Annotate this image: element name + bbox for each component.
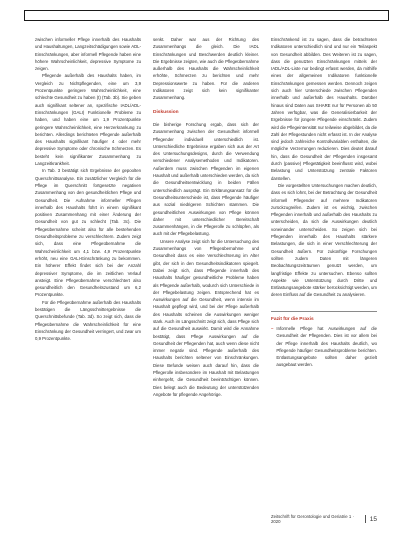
paragraph: In Tab. 3 bestätigt sich Ergebnisse der gepoolten Querschnittsanalyse. Ein zusätzlicher Vergleich für die Pflege im Querschnitt fortgesetzte negativen Zusammenhang von den gesundheitlichen Pflege und Gesundheit. Die Aufnahme informeller Pflegen innerhalb des Haushalts führt in einem signifikant positiven Zusammenhang mit einer Änderung der Gesundheit von gut zu schlecht (Tab. 3c). Die Pflegeübernahme scheint also für alle bestehenden Gesundheitsprobleme zu verschlechtern. Zudem zeigt sich, dass eine Pflegeübernahme die Wahrscheinlichkeit um 4,1 bzw. 4,9 Prozentpunkte erhöht, neu eine GALI-Einschränkung zu bekommen. Ein höherer Effekt findet sich bei der Anzahl depressiver Symptome, die im zeitlichen Verlauf ansteigt. Eine Pflegeübernahme verschlechtert also gesundheitlich den Gesundheitszustand um 6,2 Prozentpunkte.: [35, 168, 141, 298]
text-column-right: [271, 36, 377, 369]
practice-bullet: [271, 325, 377, 369]
footer-divider: [365, 515, 366, 523]
practice-bullet-text: Informelle Pflege hat Auswirkungen auf die Gesundheit der Pflegenden. Dies ist vor allem bei der Pflege innerhalb des Haushalts deutlich, wo Pflegende häufiger Gesundheitsprobleme berichten. Entlastungsangebote sollten daher gezielt ausgebaut werden.: [276, 325, 377, 368]
header-rule-box: [24, 10, 389, 21]
page-footer: [271, 514, 377, 524]
text-column-left: [35, 36, 141, 342]
paragraph: Pflegende außerhalb des Haushalts haben, im Vergleich zu Nichtpflegenden, eine um 3,9 Prozentpunkte geringere Wahrscheinlichkeit, eine schlechte Gesundheit zu haben (t) (Tab. 3b). Sie geben auch signifikant seltener an, spezifische IADL/ADL-Einschränkungen (GALI) Funktionelle Probleme zu haben, und haben eine um 1,9 Prozentpunkte geringere Wahrscheinlichkeit, eine Herzerkrankung zu berichten. Allerdings berichteten Pflegende außerhalb des Haushalts signifikant häufiger 4 oder mehr depressive Symptome oder chronische Schmerzen. Es besteht kein signifikanter Zusammenhang zu Langzeitkrankheit.: [35, 73, 141, 167]
journal-name: Zeitschrift für Gerontologie und Geriatrie 1 · 2020: [271, 514, 354, 524]
paragraph: Für die Pflegeübernahme außerhalb des Haushalts bestätigen die Längsschnittergebnisse die Querschnittsbefunde (Tab. 3d). So zeigt sich, dass die Pflegeübernahme die Wahrscheinlichkeit für eine Einschränkung der Gesundheit verringert, und zwar um 0,9 Prozentpunkte.: [35, 299, 141, 342]
paragraph: zwischen informeller Pflege innerhalb des Haushalts und Haushaltungen, Langzeitschädigungen sowie ADL-Einschränkungen, aber informell Pflegende haben eine höhere Wahrscheinlichkeit, depressive Symptome zu zeigen.: [35, 37, 141, 72]
paragraph: Unsere Analyse zeigt sich für die Untersuchung des Zusammenhangs von Pflegeübernahme und Gesundheit dass es eine Verschlechterung im Alter gibt, der sich in den Gesundheitsindikatoren spiegelt. Dabei zeigt sich, dass Pflegende innerhalb des Haushalts häufiger gesundheitliche Probleme haben als Pflegende außerhalb, wodurch sich Unterschiede in der Pflegebelastung zeigen. Entsprechend hat es Auswirkungen auf die Gesundheit, wenn intensiv im Haushalt gepflegt wird, und bei der Pflege außerhalb des Haushalts scheinen die Auswirkungen weniger stark. Auch im Längsschnitt zeigt sich, dass Pflege sich auf die Gesundheit auswirkt. Damit wird die Annahme bestätigt, dass Pflege Auswirkungen auf die Gesundheit der Pflegenden hat, auch wenn diese nicht immer negativ sind. Pflegende außerhalb des Haushalts berichten seltener von Einschränkungen. Diese Befunde weisen auch darauf hin, dass die Pflegerolle insbesondere im Haushalt mit Belastungen einhergeht, die Gesundheit beeinträchtigen können. Dies belegt auch die Bedeutung der unterstützenden Angebote für pflegende Angehörige.: [153, 238, 259, 397]
page-number: 15: [369, 515, 377, 523]
paragraph: Die bisherige Forschung ergab, dass sich der Zusammenhang zwischen der Gesundheit informell Pflegender individuell unterschiedlich ist. Unterschiedliche Ergebnisse ergaben sich aus der Art des Untersuchungsdesigns, durch die Verwendung verschiedener Analysemethoden und Indikatoren. Außerdem muss zwischen Pflegenden im eigenen Haushalt und außerhalb unterschieden werden, da sich die Gesundheitsentwicklung in beiden Fällen unterschiedlich ausprägt. Ein Erklärungsansatz für die Gesundheitsunterschiede ist, dass Pflegende häufiger aus sozial niedrigeren Schichten stammen. Die gesundheitlichen Auswirkungen von Pflege können daher mit unterschiedlicher Bereitschaft zusammenhängen, in die Pflegerolle zu schlüpfen, als auch mit der Pflegebelastung.: [153, 121, 259, 237]
practice-box-title: Fazit für die Praxis: [271, 316, 314, 322]
practice-box: [271, 311, 377, 369]
dash-bullet-icon: –: [271, 325, 274, 331]
section-heading-discussion: Diskussion: [153, 109, 179, 115]
paragraph: senkt. Daher war aus der Richtung des Zusammenhangs die gleich. Die IADL Einschränkungen und Beschwerden deutlich kleiner. Die Ergebnisse zeigten, wie auch die Pflegeübernahme außerhalb des Haushalts die Wahrscheinlichkeit erhöhte, Schmerzen zu berichten und mehr Depressionswerte zu haben. Für die anderen Indikatoren zeigt sich kein signifikanter Zusammenhang.: [153, 37, 259, 101]
paragraph: Die vorgestellten Untersuchungen machen deutlich, dass es sich lohnt, bei der Betrachtung der Gesundheit informell Pflegender auf mehrere Indikatoren zurückzugreifen. Zudem ist es wichtig, zwischen Pflegenden innerhalb und außerhalb des Haushalts zu unterscheiden, da sich die Auswirkungen deutlich voneinander unterscheiden. So zeigen sich bei Pflegenden innerhalb des Haushalts stärkere Belastungen, die sich in einer Verschlechterung der Gesundheit äußern. Für zukünftige Forschungen sollten zudem Daten mit längeren Beobachtungszeiträumen genutzt werden, um langfristige Effekte zu untersuchen. Ebenso sollten Aspekte wie Unterstützung durch Dritte und Entlastungsangebote stärker berücksichtigt werden, um deren Einfluss auf die Gesundheit zu analysieren.: [271, 182, 377, 298]
text-column-middle: [153, 36, 259, 398]
box-divider: [271, 311, 377, 312]
paragraph: Einschränkend ist zu sagen, dass die betrachteten Indikatoren unterschiedlich sind und nur ein Teilaspekt von Gesundheit abbilden. Des Weiteren ist zu sagen, dass die genutzten Einschränkungen mittels der IADL/ADL-Liste nur bedingt erfasst werden, da mithilfe eines der allgemeinen Indikatoren funktionelle Einschränkungen gemessen werden. Dennoch zeigen sich auch hier Unterschiede zwischen Pflegenden innerhalb und außerhalb des Haushalts. Darüber hinaus sind Daten aus SHARE nur für Personen ab 50 Jahren verfügbar, was die Generalisierbarkeit der Ergebnisse für jüngere Pflegende einschränkt. Zudem wird die Pflegeintensität nur teilweise abgebildet, da die Zahl der Pflegestunden nicht erfasst ist. In der Analyse sind jedoch zahlreiche Kontrollvariablen enthalten, die mögliche Verzerrungen reduzieren. Dies deutet darauf hin, dass die Gesundheit der Pflegenden insgesamt durch (passive) Pflegetätigkeit beeinflusst wird, wobei Belastung und Unterstützung zentrale Faktoren darstellen.: [271, 37, 377, 181]
